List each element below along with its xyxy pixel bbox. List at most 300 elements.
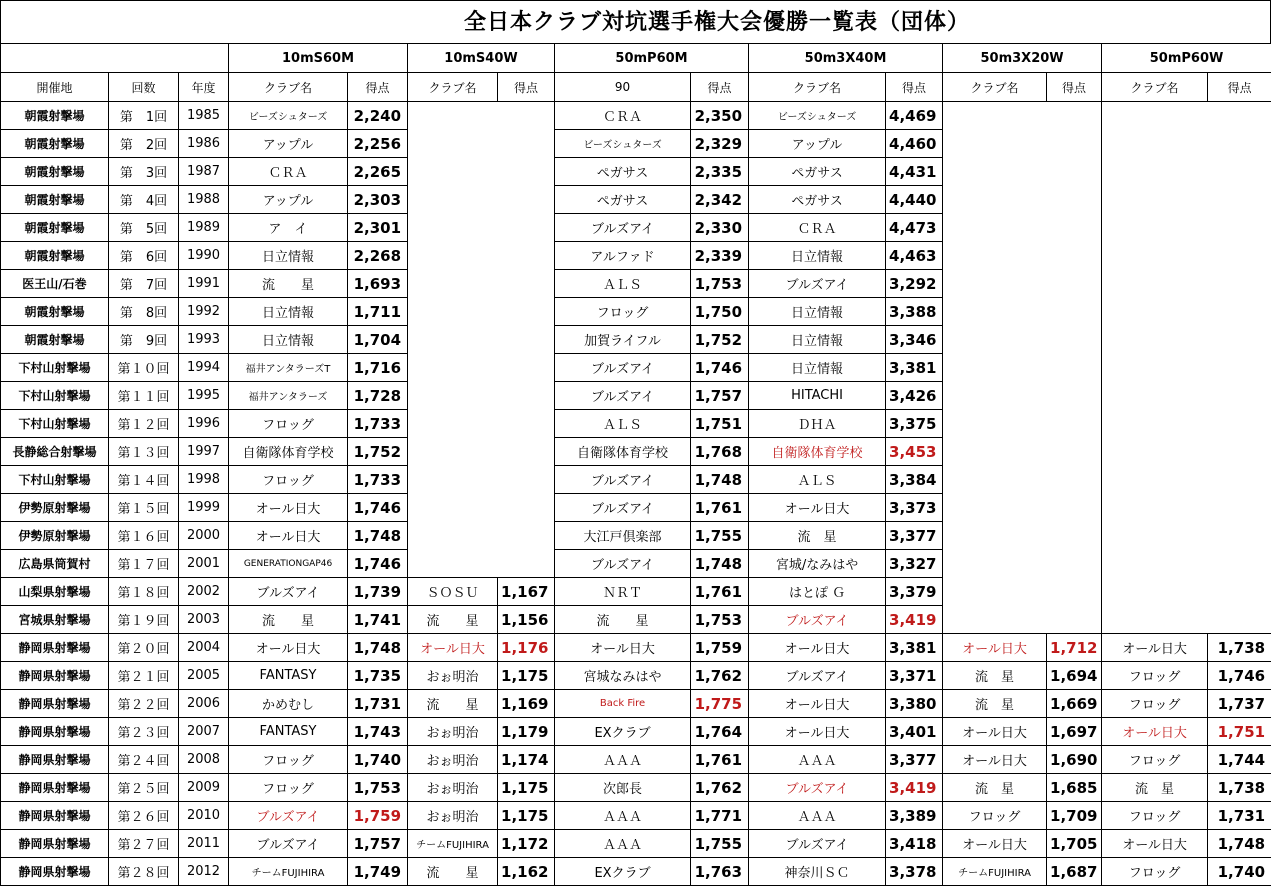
- club-cell: ビーズシュターズ: [555, 130, 691, 158]
- empty-cell: [1102, 186, 1271, 214]
- empty-cell: [943, 550, 1102, 578]
- score-cell: 1,751: [691, 410, 749, 438]
- club-cell: ブルズアイ: [555, 382, 691, 410]
- venue-cell: 宮城県射撃場: [1, 606, 109, 634]
- score-cell: 1,750: [691, 298, 749, 326]
- empty-cell: [1102, 270, 1271, 298]
- year-cell: 2007: [179, 718, 229, 746]
- score-cell: 3,373: [886, 494, 943, 522]
- year-cell: 1996: [179, 410, 229, 438]
- venue-cell: 下村山射撃場: [1, 466, 109, 494]
- score-cell: 1,687: [1047, 858, 1102, 886]
- score-cell: 2,329: [691, 130, 749, 158]
- round-cell: 第１５回: [109, 494, 179, 522]
- score-cell: 1,748: [1208, 830, 1271, 858]
- club-cell: ブルズアイ: [555, 354, 691, 382]
- table-row: [1, 410, 1271, 438]
- year-cell: 2003: [179, 606, 229, 634]
- score-cell: 1,748: [348, 522, 408, 550]
- score-cell: 1,762: [691, 662, 749, 690]
- round-cell: 第１１回: [109, 382, 179, 410]
- club-cell: ＣＲＡ: [555, 102, 691, 130]
- club-cell: ブルズアイ: [555, 550, 691, 578]
- club-cell: フロッグ: [229, 466, 348, 494]
- column-header: 得点: [498, 73, 555, 102]
- table-row: [1, 298, 1271, 326]
- club-cell: ペガサス: [555, 186, 691, 214]
- empty-cell: [1102, 578, 1271, 606]
- score-cell: 1,755: [691, 522, 749, 550]
- year-cell: 2005: [179, 662, 229, 690]
- club-cell: EXクラブ: [555, 858, 691, 886]
- empty-cell: [943, 298, 1102, 326]
- score-cell: 1,763: [691, 858, 749, 886]
- score-cell: 2,330: [691, 214, 749, 242]
- score-cell: 3,401: [886, 718, 943, 746]
- table-row: [1, 690, 1271, 718]
- score-cell: 1,175: [498, 802, 555, 830]
- score-cell: 4,440: [886, 186, 943, 214]
- venue-cell: 朝霞射撃場: [1, 326, 109, 354]
- club-cell: 流 星: [408, 858, 498, 886]
- empty-cell: [408, 494, 555, 522]
- empty-cell: [1102, 158, 1271, 186]
- table-row: [1, 242, 1271, 270]
- score-cell: 1,739: [348, 578, 408, 606]
- year-cell: 1992: [179, 298, 229, 326]
- venue-cell: 静岡県射撃場: [1, 746, 109, 774]
- club-cell: オール日大: [555, 634, 691, 662]
- club-cell: 自衛隊体育学校: [555, 438, 691, 466]
- club-cell: 日立情報: [229, 298, 348, 326]
- table-row: [1, 102, 1271, 130]
- empty-cell: [943, 606, 1102, 634]
- club-cell: ＤＨＡ: [749, 410, 886, 438]
- venue-cell: 下村山射撃場: [1, 354, 109, 382]
- score-cell: 1,162: [498, 858, 555, 886]
- score-cell: 1,757: [691, 382, 749, 410]
- club-cell: 福井アンタラーズT: [229, 354, 348, 382]
- score-cell: 3,327: [886, 550, 943, 578]
- empty-cell: [943, 326, 1102, 354]
- club-cell: ア イ: [229, 214, 348, 242]
- table-row: [1, 662, 1271, 690]
- column-header: クラブ名: [1102, 73, 1208, 102]
- score-cell: 1,746: [691, 354, 749, 382]
- club-cell: 福井アンタラーズ: [229, 382, 348, 410]
- column-header: 得点: [348, 73, 408, 102]
- score-cell: 1,749: [348, 858, 408, 886]
- score-cell: 1,712: [1047, 634, 1102, 662]
- empty-cell: [943, 438, 1102, 466]
- round-cell: 第１２回: [109, 410, 179, 438]
- score-cell: 2,301: [348, 214, 408, 242]
- empty-cell: [943, 158, 1102, 186]
- club-cell: ＡＡＡ: [749, 746, 886, 774]
- round-cell: 第 4回: [109, 186, 179, 214]
- club-cell: 日立情報: [229, 326, 348, 354]
- round-cell: 第２４回: [109, 746, 179, 774]
- score-cell: 1,740: [348, 746, 408, 774]
- year-cell: 2006: [179, 690, 229, 718]
- empty-cell: [1102, 550, 1271, 578]
- score-cell: 1,733: [348, 466, 408, 494]
- table-row: [1, 270, 1271, 298]
- table-row: [1, 634, 1271, 662]
- score-cell: 4,469: [886, 102, 943, 130]
- club-cell: FANTASY: [229, 718, 348, 746]
- score-cell: 4,463: [886, 242, 943, 270]
- club-cell: フロッグ: [229, 410, 348, 438]
- round-cell: 第１０回: [109, 354, 179, 382]
- score-cell: 1,761: [691, 578, 749, 606]
- empty-cell: [943, 466, 1102, 494]
- score-cell: 1,761: [691, 494, 749, 522]
- score-cell: 1,746: [348, 550, 408, 578]
- table-row: [1, 606, 1271, 634]
- score-cell: 1,704: [348, 326, 408, 354]
- year-cell: 2002: [179, 578, 229, 606]
- club-cell: GENERATIONGAP46: [229, 550, 348, 578]
- club-cell: 流 星: [229, 270, 348, 298]
- empty-cell: [408, 298, 555, 326]
- empty-cell: [1102, 410, 1271, 438]
- score-cell: 3,426: [886, 382, 943, 410]
- year-cell: 2012: [179, 858, 229, 886]
- round-cell: 第２３回: [109, 718, 179, 746]
- empty-cell: [408, 382, 555, 410]
- score-cell: 1,775: [691, 690, 749, 718]
- empty-cell: [408, 354, 555, 382]
- venue-cell: 山梨県射撃場: [1, 578, 109, 606]
- score-cell: 2,335: [691, 158, 749, 186]
- empty-cell: [408, 102, 555, 130]
- table-row: [1, 354, 1271, 382]
- empty-cell: [1102, 298, 1271, 326]
- round-cell: 第 6回: [109, 242, 179, 270]
- table-row: [1, 382, 1271, 410]
- empty-cell: [943, 578, 1102, 606]
- club-cell: 流 星: [229, 606, 348, 634]
- column-header: クラブ名: [749, 73, 886, 102]
- empty-cell: [943, 382, 1102, 410]
- score-cell: 1,169: [498, 690, 555, 718]
- year-cell: 1994: [179, 354, 229, 382]
- club-cell: おぉ明治: [408, 718, 498, 746]
- venue-cell: 静岡県射撃場: [1, 774, 109, 802]
- club-cell: チームFUJIHIRA: [229, 858, 348, 886]
- table-row: [1, 130, 1271, 158]
- club-cell: ＡＬＳ: [555, 270, 691, 298]
- event-header: 50mP60W: [1102, 44, 1271, 73]
- venue-cell: 朝霞射撃場: [1, 242, 109, 270]
- score-cell: 1,738: [1208, 634, 1271, 662]
- score-cell: 1,179: [498, 718, 555, 746]
- club-cell: オール日大: [943, 746, 1047, 774]
- club-cell: 流 星: [943, 662, 1047, 690]
- score-cell: 1,705: [1047, 830, 1102, 858]
- club-cell: フロッグ: [555, 298, 691, 326]
- score-cell: 3,453: [886, 438, 943, 466]
- venue-cell: 静岡県射撃場: [1, 634, 109, 662]
- club-cell: おぉ明治: [408, 662, 498, 690]
- score-cell: 3,379: [886, 578, 943, 606]
- club-cell: ＡＬＳ: [555, 410, 691, 438]
- venue-cell: 朝霞射撃場: [1, 130, 109, 158]
- club-cell: ＣＲＡ: [229, 158, 348, 186]
- score-cell: 1,709: [1047, 802, 1102, 830]
- score-cell: 1,753: [348, 774, 408, 802]
- club-cell: Back Fire: [555, 690, 691, 718]
- venue-cell: 静岡県射撃場: [1, 718, 109, 746]
- club-cell: おぉ明治: [408, 774, 498, 802]
- score-cell: 3,418: [886, 830, 943, 858]
- club-cell: 大江戸倶楽部: [555, 522, 691, 550]
- column-header: クラブ名: [408, 73, 498, 102]
- score-cell: 1,753: [691, 606, 749, 634]
- empty-cell: [1102, 214, 1271, 242]
- year-cell: 1999: [179, 494, 229, 522]
- club-cell: 日立情報: [749, 242, 886, 270]
- event-header: 10mS60M: [229, 44, 408, 73]
- club-cell: ＡＡＡ: [749, 802, 886, 830]
- results-table: [0, 43, 1271, 886]
- empty-cell: [943, 354, 1102, 382]
- club-cell: EXクラブ: [555, 718, 691, 746]
- club-cell: ブルズアイ: [749, 270, 886, 298]
- club-cell: ＡＬＳ: [749, 466, 886, 494]
- year-cell: 1993: [179, 326, 229, 354]
- venue-cell: 朝霞射撃場: [1, 102, 109, 130]
- empty-cell: [943, 270, 1102, 298]
- year-cell: 1985: [179, 102, 229, 130]
- club-cell: フロッグ: [1102, 662, 1208, 690]
- score-cell: 3,346: [886, 326, 943, 354]
- table-row: [1, 858, 1271, 886]
- venue-cell: 広島県筒賀村: [1, 550, 109, 578]
- score-cell: 1,753: [691, 270, 749, 298]
- score-cell: 2,268: [348, 242, 408, 270]
- club-cell: オール日大: [943, 830, 1047, 858]
- club-cell: 自衛隊体育学校: [749, 438, 886, 466]
- year-cell: 1998: [179, 466, 229, 494]
- venue-cell: 朝霞射撃場: [1, 186, 109, 214]
- score-cell: 2,342: [691, 186, 749, 214]
- club-cell: おぉ明治: [408, 746, 498, 774]
- column-header: 回数: [109, 73, 179, 102]
- score-cell: 1,738: [1208, 774, 1271, 802]
- score-cell: 3,377: [886, 522, 943, 550]
- club-cell: オール日大: [749, 634, 886, 662]
- venue-cell: 下村山射撃場: [1, 410, 109, 438]
- club-cell: チームFUJIHIRA: [943, 858, 1047, 886]
- year-cell: 1995: [179, 382, 229, 410]
- club-cell: ＣＲＡ: [749, 214, 886, 242]
- score-cell: 1,755: [691, 830, 749, 858]
- empty-cell: [408, 550, 555, 578]
- club-cell: ビーズシュターズ: [229, 102, 348, 130]
- table-row: [1, 578, 1271, 606]
- score-cell: 1,174: [498, 746, 555, 774]
- score-cell: 1,757: [348, 830, 408, 858]
- club-cell: ブルズアイ: [749, 774, 886, 802]
- event-header: 50mP60M: [555, 44, 749, 73]
- score-cell: 3,381: [886, 634, 943, 662]
- club-cell: ＳＯＳＵ: [408, 578, 498, 606]
- column-header: 年度: [179, 73, 229, 102]
- venue-cell: 朝霞射撃場: [1, 158, 109, 186]
- club-cell: HITACHI: [749, 382, 886, 410]
- year-cell: 1986: [179, 130, 229, 158]
- club-cell: オール日大: [1102, 830, 1208, 858]
- round-cell: 第２７回: [109, 830, 179, 858]
- club-cell: ＡＡＡ: [555, 830, 691, 858]
- score-cell: 1,172: [498, 830, 555, 858]
- club-cell: オール日大: [229, 494, 348, 522]
- score-cell: 1,748: [691, 466, 749, 494]
- score-cell: 1,694: [1047, 662, 1102, 690]
- round-cell: 第１６回: [109, 522, 179, 550]
- round-cell: 第２２回: [109, 690, 179, 718]
- empty-cell: [408, 466, 555, 494]
- table-row: [1, 522, 1271, 550]
- score-cell: 1,762: [691, 774, 749, 802]
- table-row: [1, 186, 1271, 214]
- club-cell: ペガサス: [555, 158, 691, 186]
- score-cell: 2,350: [691, 102, 749, 130]
- score-cell: 1,711: [348, 298, 408, 326]
- year-cell: 1988: [179, 186, 229, 214]
- club-cell: アルファド: [555, 242, 691, 270]
- club-cell: 流 星: [943, 774, 1047, 802]
- empty-cell: [408, 130, 555, 158]
- venue-cell: 静岡県射撃場: [1, 830, 109, 858]
- round-cell: 第１９回: [109, 606, 179, 634]
- club-cell: ブルズアイ: [555, 466, 691, 494]
- club-cell: 日立情報: [749, 298, 886, 326]
- table-row: [1, 774, 1271, 802]
- score-cell: 1,761: [691, 746, 749, 774]
- club-cell: オール日大: [229, 634, 348, 662]
- year-cell: 2010: [179, 802, 229, 830]
- score-cell: 2,303: [348, 186, 408, 214]
- venue-cell: 静岡県射撃場: [1, 858, 109, 886]
- column-header: 開催地: [1, 73, 109, 102]
- empty-cell: [408, 158, 555, 186]
- score-cell: 1,176: [498, 634, 555, 662]
- score-cell: 1,744: [1208, 746, 1271, 774]
- club-cell: ブルズアイ: [229, 578, 348, 606]
- empty-cell: [943, 214, 1102, 242]
- column-header: クラブ名: [943, 73, 1047, 102]
- empty-cell: [408, 242, 555, 270]
- club-cell: 宮城なみはや: [555, 662, 691, 690]
- club-cell: ペガサス: [749, 158, 886, 186]
- empty-cell: [1102, 522, 1271, 550]
- score-cell: 1,768: [691, 438, 749, 466]
- club-cell: 自衛隊体育学校: [229, 438, 348, 466]
- table-row: [1, 466, 1271, 494]
- score-cell: 1,690: [1047, 746, 1102, 774]
- score-cell: 1,741: [348, 606, 408, 634]
- header-spacer: [1, 44, 229, 73]
- round-cell: 第 1回: [109, 102, 179, 130]
- score-cell: 1,175: [498, 774, 555, 802]
- score-cell: 1,728: [348, 382, 408, 410]
- table-row: [1, 830, 1271, 858]
- score-cell: 1,156: [498, 606, 555, 634]
- empty-cell: [408, 522, 555, 550]
- page-title: 全日本クラブ対坑選手権大会優勝一覧表（団体）: [0, 0, 1271, 43]
- table-row: [1, 438, 1271, 466]
- column-header: 得点: [886, 73, 943, 102]
- year-cell: 2008: [179, 746, 229, 774]
- empty-cell: [1102, 102, 1271, 130]
- score-cell: 3,419: [886, 774, 943, 802]
- column-header: 得点: [1047, 73, 1102, 102]
- empty-cell: [1102, 438, 1271, 466]
- club-cell: 流 星: [749, 522, 886, 550]
- score-cell: 3,371: [886, 662, 943, 690]
- venue-cell: 医王山/石巻: [1, 270, 109, 298]
- score-cell: 1,697: [1047, 718, 1102, 746]
- column-header: 得点: [691, 73, 749, 102]
- empty-cell: [1102, 242, 1271, 270]
- score-cell: 1,746: [348, 494, 408, 522]
- year-cell: 1989: [179, 214, 229, 242]
- round-cell: 第 2回: [109, 130, 179, 158]
- round-cell: 第 5回: [109, 214, 179, 242]
- venue-cell: 伊勢原射撃場: [1, 494, 109, 522]
- club-cell: フロッグ: [229, 774, 348, 802]
- score-cell: 1,733: [348, 410, 408, 438]
- club-cell: 流 星: [943, 690, 1047, 718]
- table-row: [1, 718, 1271, 746]
- year-cell: 2000: [179, 522, 229, 550]
- club-cell: フロッグ: [1102, 746, 1208, 774]
- club-cell: オール日大: [749, 690, 886, 718]
- club-cell: チームFUJIHIRA: [408, 830, 498, 858]
- club-cell: ＡＡＡ: [555, 802, 691, 830]
- club-cell: フロッグ: [229, 746, 348, 774]
- column-header: クラブ名: [229, 73, 348, 102]
- club-cell: ＮＲＴ: [555, 578, 691, 606]
- score-cell: 1,751: [1208, 718, 1271, 746]
- empty-cell: [408, 270, 555, 298]
- club-cell: オール日大: [1102, 634, 1208, 662]
- score-cell: 2,240: [348, 102, 408, 130]
- table-body: [1, 102, 1271, 886]
- score-cell: 3,380: [886, 690, 943, 718]
- club-cell: ブルズアイ: [555, 214, 691, 242]
- club-cell: 神奈川ＳＣ: [749, 858, 886, 886]
- score-cell: 1,693: [348, 270, 408, 298]
- empty-cell: [1102, 494, 1271, 522]
- table-row: [1, 550, 1271, 578]
- score-cell: 1,737: [1208, 690, 1271, 718]
- score-cell: 1,731: [348, 690, 408, 718]
- score-cell: 2,265: [348, 158, 408, 186]
- score-cell: 1,743: [348, 718, 408, 746]
- score-cell: 3,389: [886, 802, 943, 830]
- event-header: 50m3X20W: [943, 44, 1102, 73]
- empty-cell: [1102, 354, 1271, 382]
- score-cell: 1,731: [1208, 802, 1271, 830]
- year-cell: 2011: [179, 830, 229, 858]
- score-cell: 3,419: [886, 606, 943, 634]
- club-cell: おぉ明治: [408, 802, 498, 830]
- club-cell: オール日大: [408, 634, 498, 662]
